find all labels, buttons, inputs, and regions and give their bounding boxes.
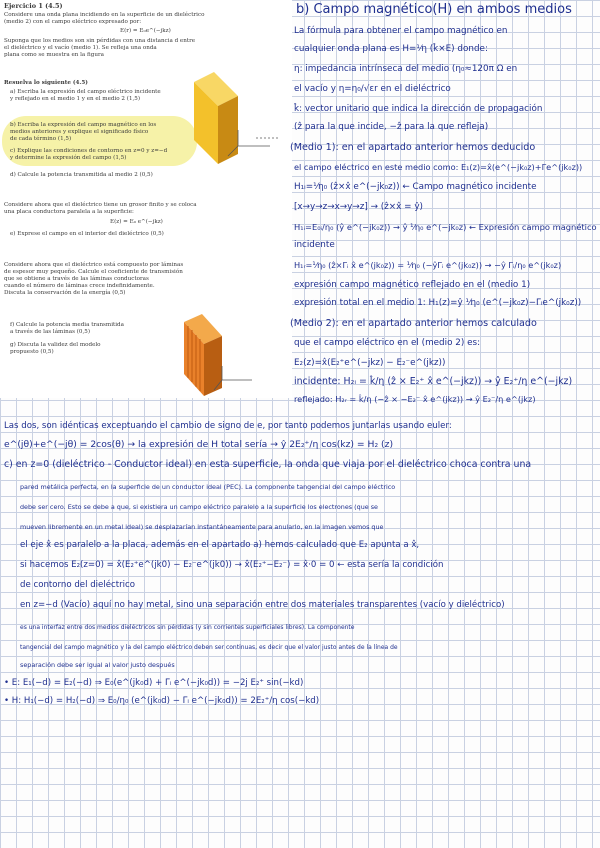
note-line: La fórmula para obtener el campo magnético en — [294, 26, 508, 36]
note-line: [x→y→z→x→y→z] → (ẑ×x̂ = ŷ) — [294, 202, 423, 212]
intro-line: Considere una onda plana incidiendo en la superficie de un dieléctrico — [4, 12, 205, 18]
third-question-line: a través de las láminas (0,5) — [10, 329, 90, 335]
third-intro-line: cuando el número de láminas crece indefinidamente. — [4, 283, 155, 289]
note-line: que el campo eléctrico en el (medio 2) es: — [294, 338, 481, 348]
note-line: tangencial del campo magnético y la del campo eléctrico deben ser continuas, es decir que el valor justo antes de la línea de — [20, 644, 398, 651]
note-line: mueven libremente en un metal ideal) se desplazarían instantáneamente para anularlo, en la imagen vemos que — [20, 523, 384, 531]
third-question-line: g) Discuta la validez del modelo — [10, 342, 101, 348]
note-line: H₁ᵣ=¹⁄η₀ (ẑ×Γᵢ x̂ e^(jk₀z)) = ¹⁄η₀ (−ŷΓᵢ e^(jk₀z)) → −ŷ Γᵢ/η₀ e^(jk₀z) — [294, 260, 562, 270]
note-heading-c: c) en z=0 (dieléctrico - Conductor ideal) en esta superficie, la onda que viaja por el dieléctrico choca contra una — [4, 459, 532, 470]
question-line: b) Escriba la expresión del campo magnético en los — [10, 122, 157, 128]
note-line: • H: H₁(−d) = H₂(−d) ⇒ E₀/η₀ (e^(jk₀d) − Γᵢ e^(−jk₀d)) = 2E₂⁺/η cos(−kd) — [4, 696, 320, 706]
intro-line: plana como se muestra en la figura — [4, 52, 104, 58]
note-line: expresión campo magnético reflejado en el (medio 1) — [294, 280, 531, 290]
note-medio-2: (Medio 2): en el apartado anterior hemos calculado — [290, 318, 537, 329]
handwritten-notes-bottom — [0, 405, 600, 705]
third-intro-line: Discuta la conservación de la energía (0,5) — [4, 290, 126, 296]
second-intro-line: e) Exprese el campo en el interior del dieléctrico (0,5) — [10, 231, 164, 237]
printed-exercise-sheet — [0, 0, 292, 398]
question-line: a) Escriba la expresión del campo eléctrico incidente — [10, 89, 161, 95]
question-line: medios anteriores y explique el significado físico — [10, 129, 149, 135]
note-line: H₁ᵢ=E₀ᵢ/η₀ (ŷ e^(−jk₀z)) → ŷ ¹⁄η₀ e^(−jk₀z) ← Expresión campo magnético — [294, 222, 597, 232]
note-line: reflejado: H₂ᵣ = k̂/η (−ẑ × −E₂⁻ x̂ e^(jkz)) → ŷ E₂⁻/η e^(jkz) — [294, 394, 536, 404]
note-line: cualquier onda plana es H=¹⁄η (k̂×E) donde: — [294, 44, 488, 54]
question-line: y determine la expresión del campo (1,5) — [10, 155, 127, 161]
third-question-line: propuesto (0,5) — [10, 349, 54, 355]
note-medio-1: (Medio 1): en el apartado anterior hemos deducido — [290, 142, 536, 153]
exercise-heading: Ejercicio 1 (4.5) — [4, 2, 63, 10]
laminated-slab-figure — [178, 314, 288, 400]
note-line: Las dos, son idénticas exceptuando el cambio de signo de e, por tanto podemos juntarlas usando euler: — [4, 421, 452, 431]
note-line: η: impedancia intrínseca del medio (η₀≈120π Ω en — [294, 64, 518, 74]
intro-line: Suponga que los medios son sin pérdidas con una distancia d entre — [4, 38, 196, 44]
note-line: H₁ᵢ=¹⁄η₀ (ẑ×x̂ e^(−jk₀z)) ← Campo magnético incidente — [294, 182, 537, 192]
intro-equation: E(r) = E₀e^(−jkz) — [120, 28, 171, 34]
question-line: y reflejado en el medio 1 y en el medio 2 (1,5) — [10, 96, 141, 102]
question-line: de cada término (1,5) — [10, 136, 72, 142]
note-line: separación debe ser igual al valor justo después — [20, 661, 175, 669]
note-line: pared metálica perfecta, en la superficie de un conductor ideal (PEC). La componente tangencial del campo eléctrico — [20, 483, 396, 491]
intro-line: el dieléctrico y el vacío (medio 1). Se refleja una onda — [4, 45, 157, 51]
note-line: k̂: vector unitario que indica la dirección de propagación — [294, 104, 543, 114]
note-line: incidente: H₂ᵢ = k̂/η (ẑ × E₂⁺ x̂ e^(−jkz)) → ŷ E₂⁺/η e^(−jkz) — [294, 376, 573, 387]
question-line: d) Calcule la potencia transmitida al medio 2 (0,5) — [10, 172, 153, 178]
note-line: el campo eléctrico en este medio como: E₁(z)=x̂(e^(−jk₀z)+Γe^(jk₀z)) — [294, 162, 583, 172]
third-intro-line: Considere ahora que el dieléctrico está compuesto por láminas — [4, 262, 184, 268]
second-intro-equation: E(z) = E₀ e^(−jkz) — [110, 219, 163, 225]
third-intro-line: de espesor muy pequeño. Calcule el coeficiente de transmisión — [4, 269, 183, 275]
note-line: e^(jθ)+e^(−jθ) = 2cos(θ) → la expresión de H total sería → ŷ 2E₂⁺/η cos(kz) = H₂ (z) — [4, 439, 394, 450]
note-line: incidente — [294, 240, 335, 250]
note-line: expresión total en el medio 1: H₁(z)=ŷ ¹⁄η₀ (e^(−jk₀z)−Γᵢe^(jk₀z)) — [294, 298, 582, 308]
handwritten-notes-right — [288, 0, 600, 405]
note-line: debe ser cero. Esto se debe a que, si existiera un campo eléctrico paralelo a la superficie los electrones (que se — [20, 503, 378, 511]
note-line: es una interfaz entre dos medios dieléctricos sin pérdidas (y sin corrientes superficiales libres). La componente — [20, 624, 355, 631]
note-line: en z=−d (Vacío) aquí no hay metal, sino una separación entre dos materiales transparentes (vacío y dieléctrico) — [20, 600, 505, 610]
question-line: c) Explique las condiciones de contorno en z=0 y z=−d — [10, 148, 168, 154]
note-line: si hacemos E₂(z=0) = x̂(E₂⁺e^(jk0) − E₂⁻e^(jk0)) → x̂(E₂⁺−E₂⁻) = x̂·0 = 0 ← esta sería la condición — [20, 560, 444, 570]
note-line: el vacío y η=η₀/√εr en el dieléctrico — [294, 84, 451, 94]
second-intro-line: una placa conductora paralela a la superficie: — [4, 209, 134, 215]
note-line: E₂(z)=x̂(E₂⁺e^(−jkz) − E₂⁻e^(jkz)) — [294, 358, 446, 368]
note-line: (ẑ para la que incide, −ẑ para la que refleja) — [294, 122, 489, 132]
third-question-line: f) Calcule la potencia media transmitida — [10, 322, 124, 328]
note-line: el eje x̂ es paralelo a la placa, además en el apartado a) hemos calculado que E₂ apunta a x̂, — [20, 540, 420, 550]
intro-line: (medio 2) con el campo eléctrico expresado por: — [4, 19, 142, 25]
third-intro-line: que se obtiene a través de las láminas conductoras — [4, 276, 149, 282]
second-intro-line: Considere ahora que el dieléctrico tiene un grosor finito y se coloca — [4, 202, 197, 208]
note-line: • E: E₁(−d) = E₂(−d) ⇒ E₀(e^(jk₀d) + Γᵢ e^(−jk₀d)) = −2j E₂⁺ sin(−kd) — [4, 678, 304, 688]
questions-title: Resuelva lo siguiente (4.5) — [4, 80, 88, 86]
note-heading-b: b) Campo magnético(H) en ambos medios — [296, 2, 572, 17]
note-line: de contorno del dieléctrico — [20, 580, 136, 590]
dielectric-slab-figure — [180, 68, 288, 168]
